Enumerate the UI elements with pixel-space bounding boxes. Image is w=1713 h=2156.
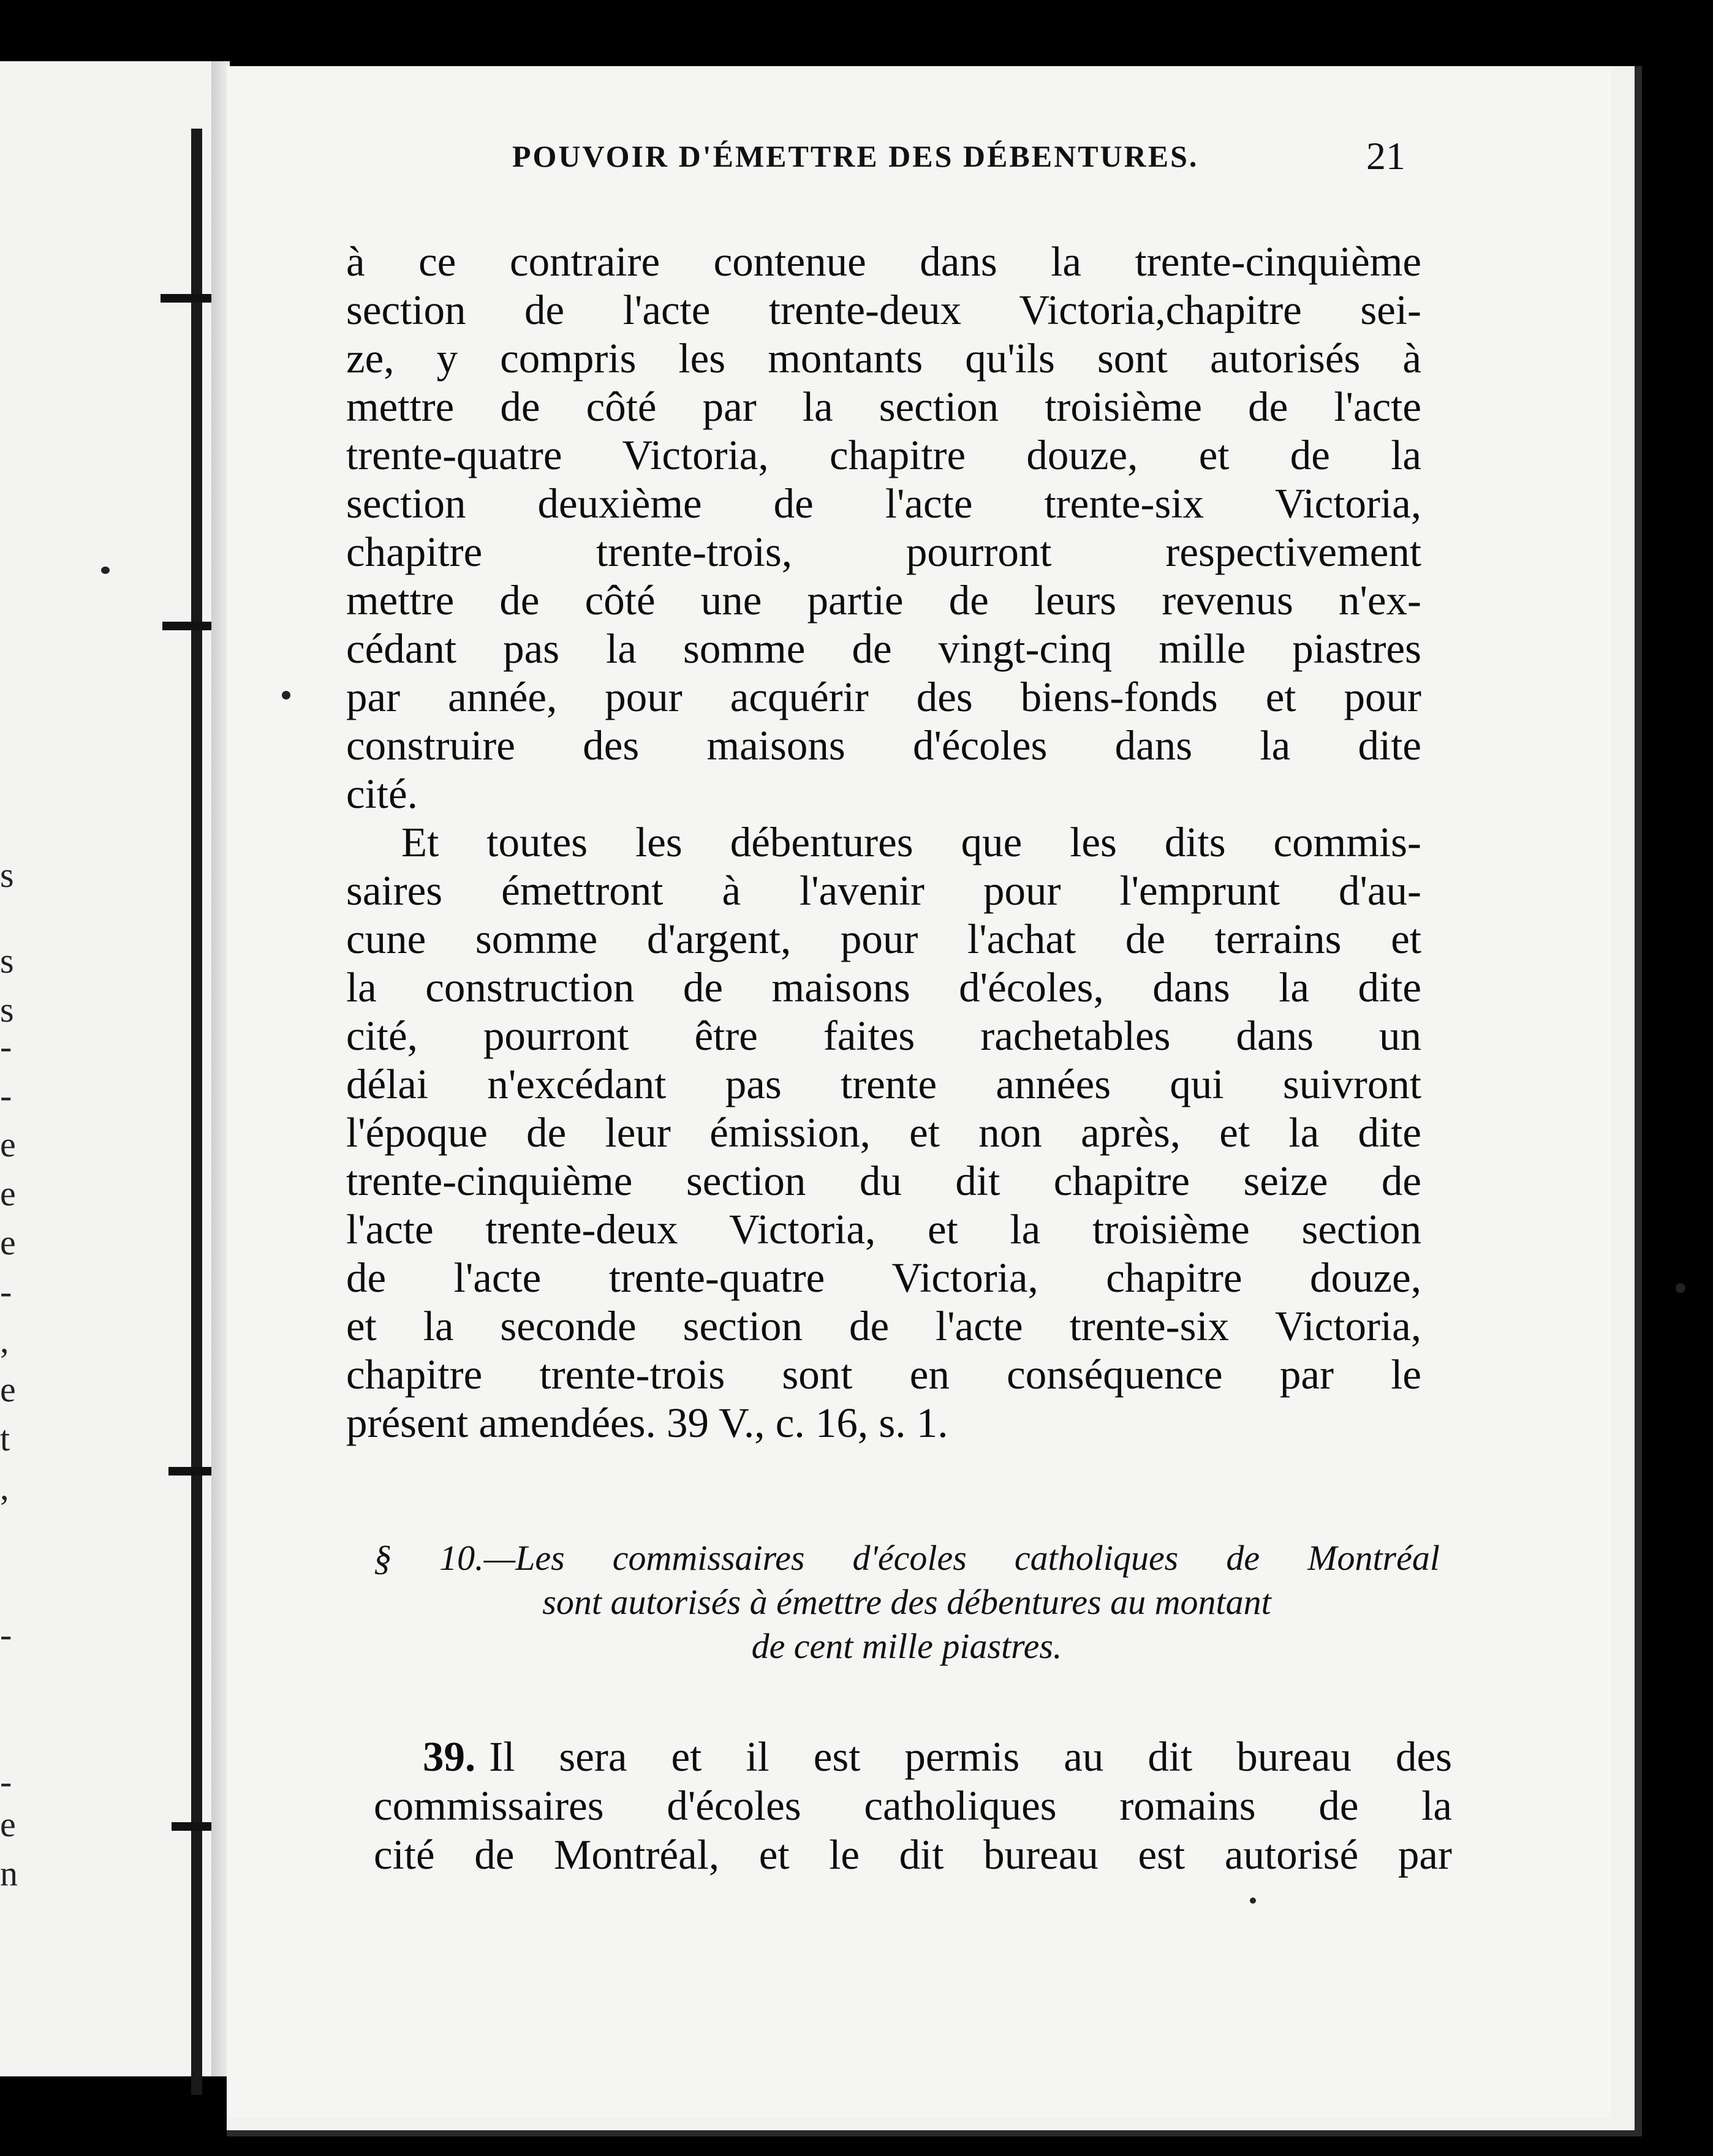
edge-glyph: - xyxy=(0,1762,12,1801)
text-line: cune somme d'argent, pour l'achat de terrains et xyxy=(346,916,1421,962)
text-line: et la seconde section de l'acte trente-six Victoria, xyxy=(346,1303,1421,1349)
body-paragraphs xyxy=(346,238,1421,1447)
edge-glyph: , xyxy=(0,1468,9,1507)
running-head: POUVOIR D'ÉMETTRE DES DÉBENTURES. xyxy=(512,139,1199,173)
article-number: 39. xyxy=(423,1733,476,1780)
text-line: section deuxième de l'acte trente-six Victoria, xyxy=(346,480,1421,527)
text-line: trente-cinquième section du dit chapitre seize de xyxy=(346,1158,1421,1204)
text-line: chapitre trente-trois, pourront respectivement xyxy=(346,529,1421,575)
scan-speck xyxy=(101,567,110,574)
edge-glyph: - xyxy=(0,1076,12,1115)
edge-glyph: s xyxy=(0,855,14,895)
page-number: 21 xyxy=(1366,134,1405,178)
text-line: mettre de côté une partie de leurs revenus n'ex- xyxy=(346,577,1421,624)
text-line: l'acte trente-deux Victoria, et la troisième section xyxy=(346,1206,1421,1253)
binding-tick xyxy=(162,622,214,630)
binding-line xyxy=(191,129,202,2095)
note-line: de cent mille piastres. xyxy=(751,1626,1062,1666)
text-line: Et toutes les débentures que les dits commis- xyxy=(401,819,1421,865)
binding-tick xyxy=(161,294,216,303)
edge-glyph: e xyxy=(0,1804,16,1844)
text-line: chapitre trente-trois sont en conséquence par le xyxy=(346,1351,1421,1398)
text-line: Il sera et il est permis au dit bureau des xyxy=(489,1733,1452,1780)
text-line: trente-quatre Victoria, chapitre douze, et de la xyxy=(346,432,1421,478)
edge-glyph: e xyxy=(0,1370,16,1409)
facing-page-letters xyxy=(0,61,18,2076)
section-note xyxy=(374,1536,1440,1668)
scan-speck xyxy=(282,691,290,699)
edge-glyph: - xyxy=(0,1027,12,1066)
edge-glyph: n xyxy=(0,1853,18,1893)
scan-speck xyxy=(1676,1283,1685,1293)
edge-glyph: , xyxy=(0,1321,9,1360)
edge-glyph: s xyxy=(0,990,14,1030)
scan-speck xyxy=(1250,1898,1256,1904)
text-line: construire des maisons d'écoles dans la dite xyxy=(346,722,1421,769)
edge-glyph: s xyxy=(0,941,14,981)
edge-glyph: e xyxy=(0,1223,16,1262)
text-line: ze, y compris les montants qu'ils sont autorisés à xyxy=(346,335,1421,382)
text-line: cédant pas la somme de vingt-cinq mille piastres xyxy=(346,625,1421,672)
text-line: saires émettront à l'avenir pour l'emprunt d'au- xyxy=(346,867,1421,914)
edge-glyph: e xyxy=(0,1125,16,1164)
note-line: sont autorisés à émettre des débentures au montant xyxy=(542,1582,1271,1622)
text-line: délai n'excédant pas trente années qui suivront xyxy=(346,1061,1421,1107)
text-line: cité, pourront être faites rachetables dans un xyxy=(346,1012,1421,1059)
text-line: mettre de côté par la section troisième de l'acte xyxy=(346,383,1421,430)
facing-page-edge xyxy=(0,61,211,2076)
page xyxy=(227,66,1642,2136)
edge-glyph: t xyxy=(0,1419,10,1458)
text-line: de l'acte trente-quatre Victoria, chapitre douze, xyxy=(346,1254,1421,1301)
text-line: cité. xyxy=(346,771,418,817)
edge-glyph: e xyxy=(0,1174,16,1213)
article-first-line xyxy=(374,1732,1452,1781)
text-line: la construction de maisons d'écoles, dans la dite xyxy=(346,964,1421,1011)
text-line: à ce contraire contenue dans la trente-cinquième xyxy=(346,238,1421,285)
text-line: l'époque de leur émission, et non après, et la dite xyxy=(346,1109,1421,1156)
text-line: par année, pour acquérir des biens-fonds et pour xyxy=(346,674,1421,720)
text-line: section de l'acte trente-deux Victoria,chapitre sei- xyxy=(346,287,1421,333)
edge-glyph: - xyxy=(0,1272,12,1311)
text-line: commissaires d'écoles catholiques romains de la xyxy=(374,1782,1452,1829)
edge-glyph: - xyxy=(0,1615,12,1654)
note-line: § 10.—Les commissaires d'écoles catholiques de Montréal xyxy=(374,1538,1440,1578)
article-39 xyxy=(374,1732,1452,1879)
text-line: cité de Montréal, et le dit bureau est autorisé par xyxy=(374,1831,1452,1878)
page-surface xyxy=(227,66,1611,2118)
text-line: présent amendées. 39 V., c. 16, s. 1. xyxy=(346,1400,948,1446)
